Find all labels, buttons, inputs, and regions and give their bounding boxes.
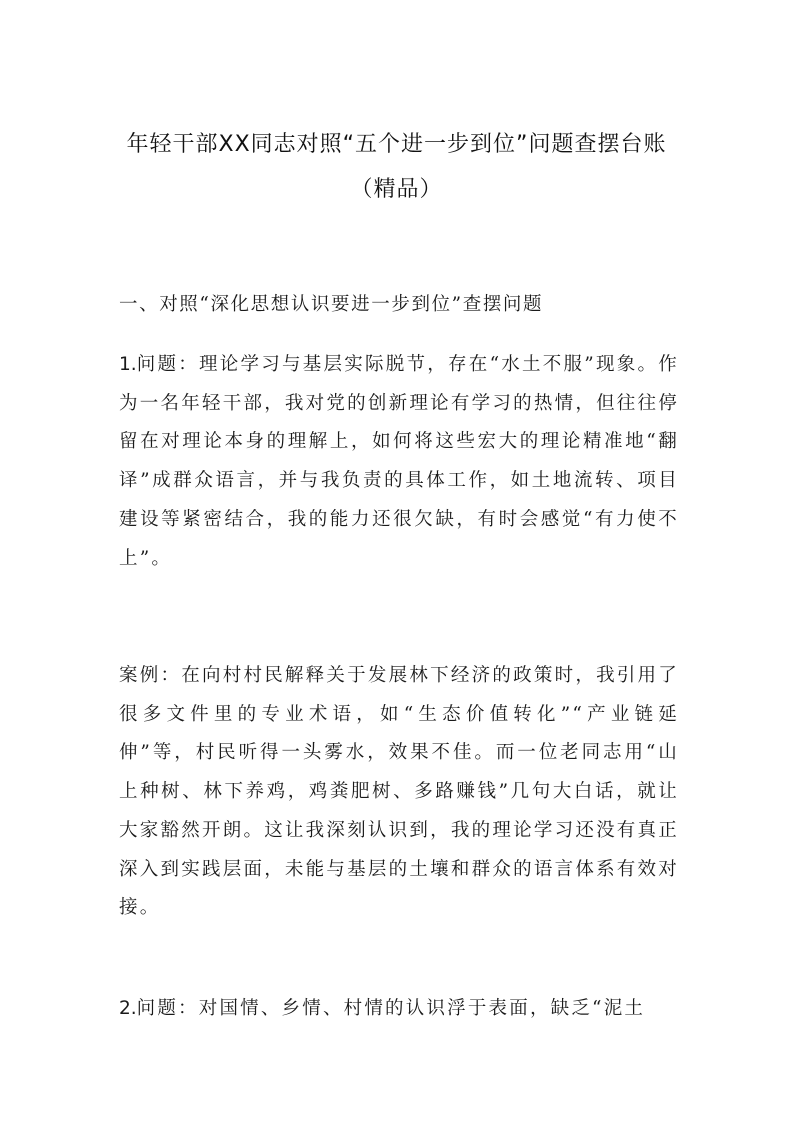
- paragraph-case: [119, 657, 679, 928]
- paragraph-number: 1.: [119, 354, 137, 375]
- section-heading: 一、对照“深化思想认识要进一步到位”查摆问题: [119, 294, 544, 315]
- paragraph-number: 2.: [119, 998, 137, 1019]
- paragraph-1: [119, 346, 679, 578]
- document-title: 年轻干部XX同志对照“五个进一步到位”问题查摆台账（精品）: [126, 132, 667, 202]
- paragraph-text: 问题：对国情、乡情、村情的认识浮于表面，缺乏“泥土: [136, 998, 646, 1019]
- paragraph-2: [119, 990, 679, 1029]
- paragraph-text: 案例：在向村村民解释关于发展林下经济的政策时，我引用了很多文件里的专业术语，如“生态价值转化”“产业链延伸”等，村民听得一头雾水，效果不佳。而一位老同志用“山上种树、林下养鸡，鸡粪肥树、多路赚钱”几句大白话，就让大家豁然开朗。这让我深刻认识到，我的理论学习还没有真正深入到实践层面，未能与基层的土壤和群众的语言体系有效对接。: [119, 665, 679, 919]
- paragraph-text: 问题：理论学习与基层实际脱节，存在“水土不服”现象。作为一名年轻干部，我对党的创新理论有学习的热情，但往往停留在对理论本身的理解上，如何将这些宏大的理论精准地“翻译”成群众语言，并与我负责的具体工作，如土地流转、项目建设等紧密结合，我的能力还很欠缺，有时会感觉“有力使不上”。: [119, 354, 679, 569]
